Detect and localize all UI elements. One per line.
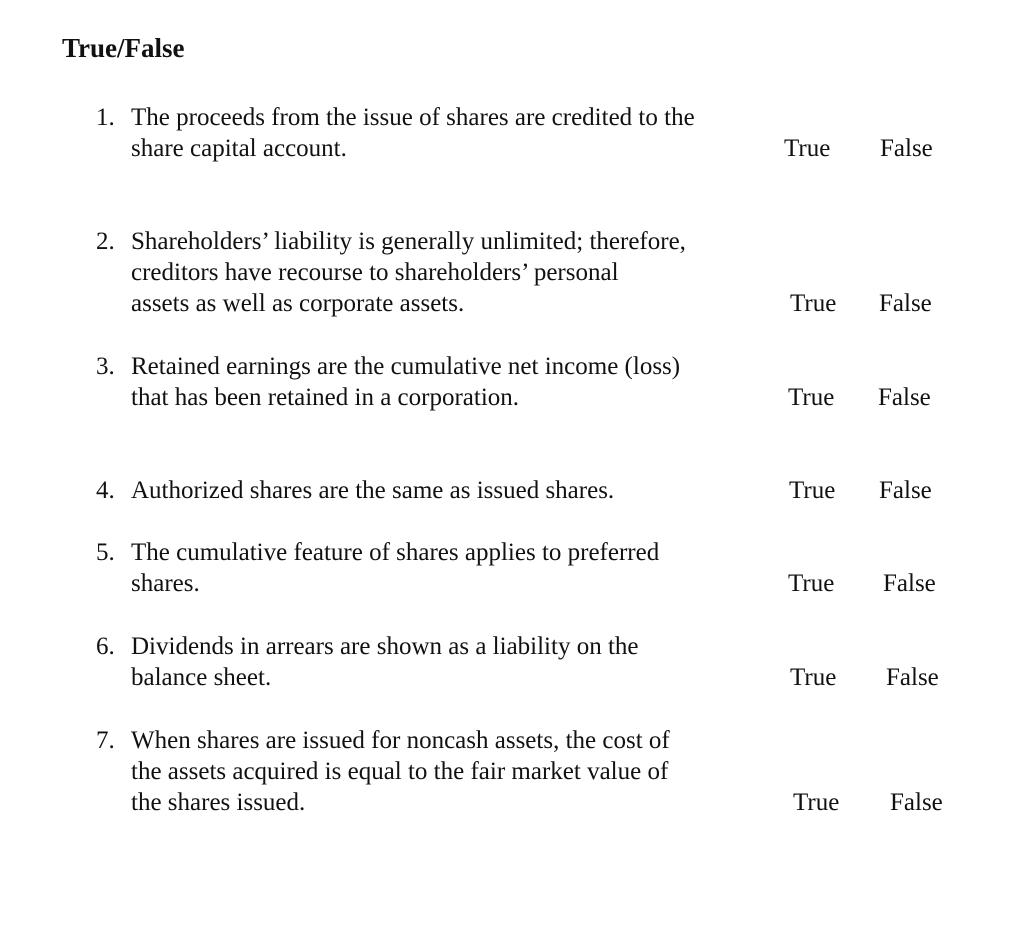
question-text [131,102,751,164]
question-number: 2. [96,228,115,255]
question-text-line: Retained earnings are the cumulative net income (loss) [131,353,681,380]
true-option[interactable]: True [788,570,835,597]
true-option[interactable]: True [784,135,831,162]
question-text-line: balance sheet. [131,664,272,691]
question-text [131,226,751,319]
question-text-line: Shareholders’ liability is generally unlimited; therefore, [131,228,686,255]
question-number: 5. [96,539,115,566]
false-option[interactable]: False [880,135,933,162]
question-text-line: share capital account. [131,135,347,162]
false-option[interactable]: False [886,664,939,691]
true-option[interactable]: True [790,664,837,691]
question-number: 1. [96,104,115,131]
question-number: 3. [96,353,115,380]
question-text-line: shares. [131,570,200,597]
question-number: 7. [96,727,115,754]
false-option[interactable]: False [890,789,943,816]
false-option[interactable]: False [878,384,931,411]
false-option[interactable]: False [879,477,932,504]
question-text-line: that has been retained in a corporation. [131,384,520,411]
question-text-line: When shares are issued for noncash assets, the cost of [131,727,670,754]
page-title: True/False [62,33,185,63]
question-text-line: the assets acquired is equal to the fair market value of [131,758,669,785]
false-option[interactable]: False [883,570,936,597]
true-option[interactable]: True [789,477,836,504]
true-option[interactable]: True [793,789,840,816]
true-option[interactable]: True [788,384,835,411]
question-text [131,351,751,413]
false-option[interactable]: False [879,290,932,317]
question-text [131,537,751,599]
question-number: 4. [96,477,115,504]
question-text-line: the shares issued. [131,789,306,816]
question-text-line: The cumulative feature of shares applies to preferred [131,539,660,566]
question-text-line: Dividends in arrears are shown as a liability on the [131,633,639,660]
question-text [131,631,751,693]
question-text-line: The proceeds from the issue of shares are credited to the [131,104,695,131]
question-text [131,475,751,506]
question-text [131,725,751,818]
question-text-line: assets as well as corporate assets. [131,290,465,317]
true-option[interactable]: True [790,290,837,317]
question-text-line: creditors have recourse to shareholders’ personal [131,259,619,286]
question-number: 6. [96,633,115,660]
question-text-line: Authorized shares are the same as issued shares. [131,477,615,504]
